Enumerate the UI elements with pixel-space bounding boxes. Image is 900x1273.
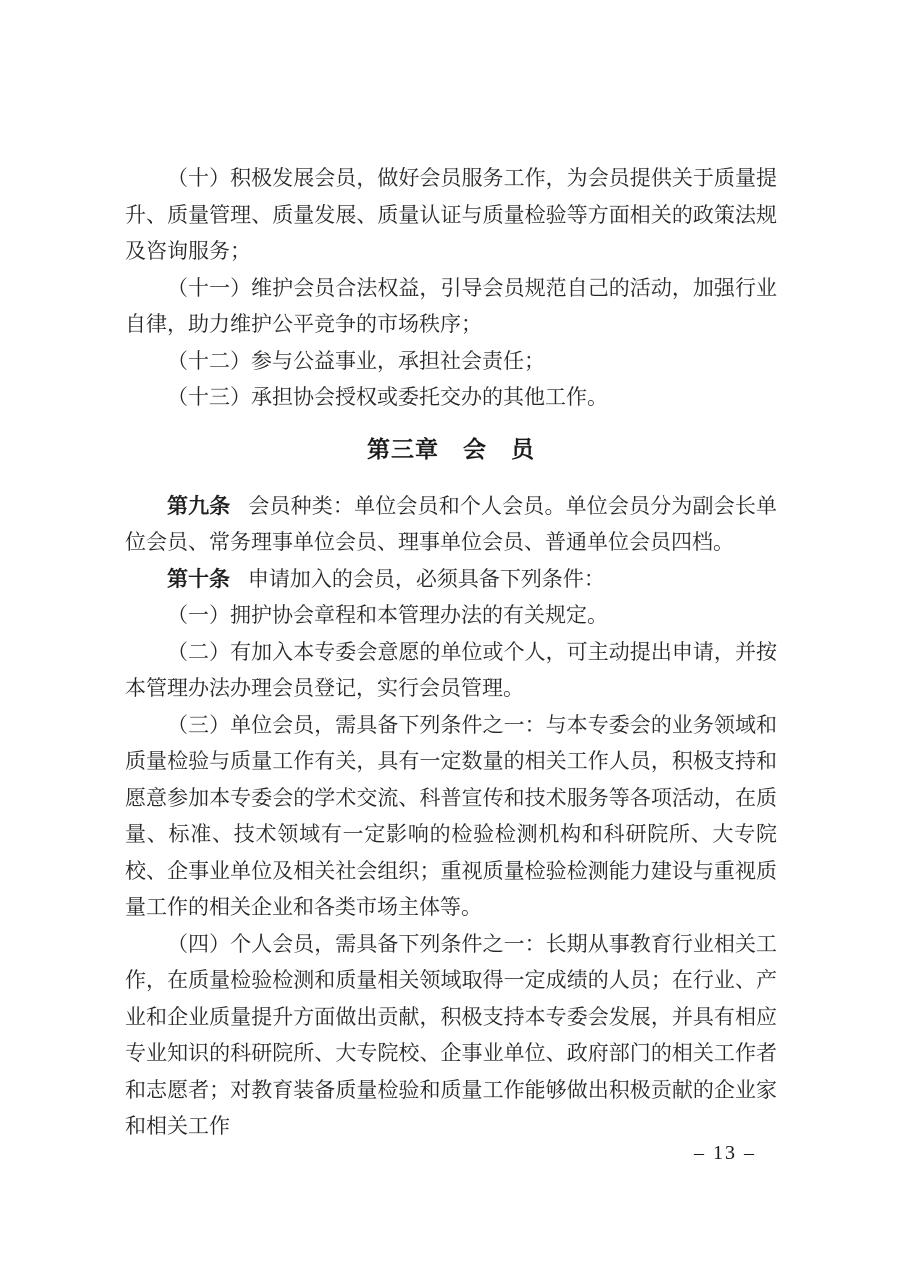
condition-1-text: （一）拥护协会章程和本管理办法的有关规定。	[167, 603, 608, 627]
condition-4-paragraph	[125, 926, 777, 1145]
condition-3-paragraph	[125, 707, 777, 926]
article-10-paragraph	[125, 561, 777, 598]
article-9-paragraph	[125, 488, 777, 561]
document-text-block	[125, 160, 777, 1145]
clause-11-paragraph: （十一）维护会员合法权益，引导会员规范自己的活动，加强行业自律，助力维护公平竞争的市场秩序；	[125, 275, 777, 336]
article-9-label: 第九条	[167, 493, 231, 518]
article-10-text: 申请加入的会员，必须具备下列条件：	[247, 566, 605, 591]
chapter-heading: 第三章 会 员	[367, 436, 535, 462]
clause-12-paragraph: （十二）参与公益事业，承担社会责任；	[167, 348, 545, 373]
condition-2-paragraph	[125, 634, 777, 707]
clause-10-paragraph: （十）积极发展会员，做好会员服务工作，为会员提供关于质量提升、质量管理、质量发展、质量认证与质量检验等方面相关的政策法规及咨询服务；	[125, 166, 777, 263]
clause-13-paragraph: （十三）承担协会授权或委托交办的其他工作。	[167, 385, 608, 409]
article-10-label: 第十条	[167, 566, 230, 591]
condition-3-text: （三）单位会员，需具备下列条件之一：与本专委会的业务领域和质量检验与质量工作有关，具有一定数量的相关工作人员，积极支持和愿意参加本专委会的学术交流、科普宣传和技术服务等各项活动，在质量、标准、技术领域有一定影响的检验检测机构和科研院所、大专院校、企事业单位及相关社会组织；重视质量检验检测能力建设与重视质量工作的相关企业和各类市场主体等。	[125, 712, 777, 919]
condition-2-text: （二）有加入本专委会意愿的单位或个人，可主动提出申请，并按本管理办法办理会员登记，实行会员管理。	[125, 639, 777, 700]
condition-4-text: （四）个人会员，需具备下列条件之一：长期从事教育行业相关工作，在质量检验检测和质量相关领域取得一定成绩的人员；在行业、产业和企业质量提升方面做出贡献，积极支持本专委会发展，并具有相应专业知识的科研院所、大专院校、企事业单位、政府部门的相关工作者和志愿者；对教育装备质量检验和质量工作能够做出积极贡献的企业家和相关工作	[125, 931, 777, 1138]
condition-1-paragraph	[125, 597, 777, 634]
page-number: – 13 –	[694, 1142, 756, 1164]
article-9-text: 会员种类：单位会员和个人会员。单位会员分为副会长单位会员、常务理事单位会员、理事单位会员、普通单位会员四档。	[125, 493, 778, 554]
